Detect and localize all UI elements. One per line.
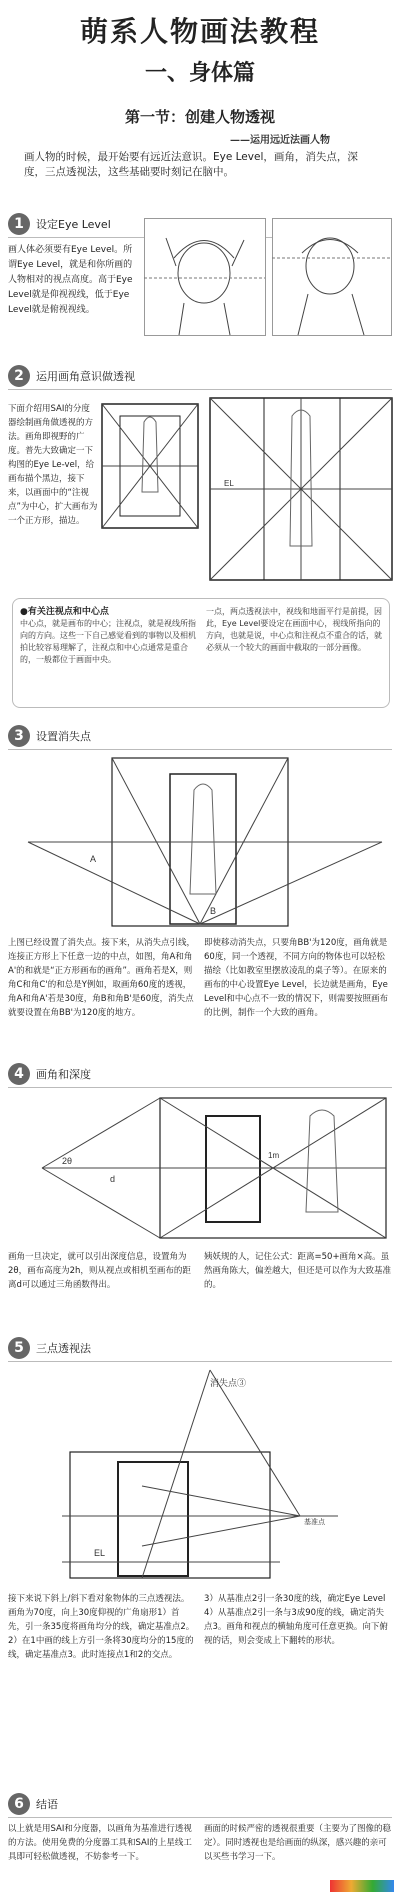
step-5-header bbox=[8, 1336, 91, 1360]
step-label: 三点透视法 bbox=[36, 1342, 91, 1355]
step-label: 画角和深度 bbox=[36, 1068, 91, 1081]
divider bbox=[8, 749, 392, 750]
step-4-left-text: 画角一旦决定，就可以引出深度信息，设置角为2θ，画布高度为2h，则从视点或相机至画布的距离d可以通过三角函数得出。 bbox=[8, 1252, 191, 1290]
step-6-right-text: 画面的时候严密的透视很重要（主要为了图像的稳定）。同时透视也是给画面的纵深，感兴趣的亲可以买些书学习一下。 bbox=[204, 1824, 392, 1862]
label-vanishing-point: 消失点③ bbox=[210, 1378, 247, 1388]
label-height: 1m bbox=[268, 1151, 280, 1160]
step-number: 5 bbox=[8, 1337, 30, 1359]
section-subtitle: ——运用远近法画人物 bbox=[230, 135, 330, 146]
divider bbox=[8, 389, 392, 390]
section-title: 第一节：创建人物透视 bbox=[124, 108, 275, 126]
note-right-text: 一点，两点透视法中，视线和地面平行是前提，因此，Eye Level要设定在画面中心，视线所指向的方向，也就是说，中心点和注视点不重合的话，就必须从一个较大的画面中截取的一部分画像。 bbox=[206, 607, 382, 652]
step-4-header bbox=[8, 1062, 91, 1086]
step-2-text: 下面介绍用SAI的分度器绘制画角做透视的方法。画角即视野的广度。普先大致确定一下构图的Eye Le-vel，给画布描个黑边，接下来，以画面中的“注视点”为中心，扩大画布为一个正方形，描边。 bbox=[8, 404, 98, 526]
label-el: EL bbox=[94, 1548, 106, 1558]
step-3-right-text: 即使移动消失点，只要角BB'为120度，画角就是60度，同一个透视，不同方向的物体也可以轻松描绘（比如教室里摆放凌乱的桌子等）。在原来的画布的中心设置Eye Level，长边就是画角，Eye Level和中心点不一致的情况下，则需要按照画布的比例，制作一个大致的画角。 bbox=[204, 938, 388, 1018]
label-2theta: 2θ bbox=[62, 1156, 73, 1166]
step-number: 2 bbox=[8, 365, 30, 387]
intro-text: 画人物的时候，最开始要有远近法意识。Eye Level，画角，消失点，深度，三点透视法，这些基础要时刻记在脑中。 bbox=[24, 151, 358, 178]
character-sketch-2 bbox=[272, 218, 392, 336]
label-angle-b: B bbox=[210, 906, 217, 916]
step-number: 4 bbox=[8, 1063, 30, 1085]
step-3-left-text: 上图已经设置了消失点。接下来，从消失点引线，连接正方形上下任意一边的中点，如图，角A和角A'的和就是“正方形画布的画角”。画角若是X，则角C和角C'的和总是Y例如，取画角60度的透视，角A和角A'若是30度，角B和角B'是60度，消失点就要设置在角BB'为120度的地方。 bbox=[8, 938, 196, 1018]
step-1-header bbox=[8, 212, 111, 236]
character-sketch-1 bbox=[144, 218, 266, 336]
divider bbox=[8, 1087, 392, 1088]
step-label: 结语 bbox=[36, 1798, 58, 1811]
step-label: 设置消失点 bbox=[36, 730, 91, 743]
page-title: 萌系人物画法教程 bbox=[79, 15, 320, 48]
label-base-point: 基准点 bbox=[304, 1519, 325, 1526]
note-left-text: 中心点，就是画布的中心；注视点，就是视线所指向的方向。这些一下自己感觉看到的事物以及相机拍比较容易理解了，注视点和中心点通常是重合的，一般都位于画面中央。 bbox=[20, 619, 196, 664]
step-6-left-text: 以上就是用SAI和分度器，以画角为基准进行透视的方法。使用免费的分度器工具和SAI的上星线工具即可轻松做透视，不妨参考一下。 bbox=[8, 1824, 192, 1862]
step-label: 设定Eye Level bbox=[36, 218, 111, 231]
label-el: EL bbox=[224, 479, 234, 488]
step-label: 运用画角意识做透视 bbox=[36, 370, 135, 383]
angle-depth-diagram bbox=[10, 1092, 390, 1242]
perspective-diagram-small bbox=[100, 402, 200, 530]
vanishing-point-diagram bbox=[10, 754, 390, 930]
three-point-perspective-diagram bbox=[60, 1366, 340, 1586]
step-3-header bbox=[8, 724, 91, 748]
watermark-logo bbox=[330, 1880, 394, 1892]
step-6-header bbox=[8, 1792, 58, 1816]
divider bbox=[8, 1817, 392, 1818]
step-5-right-text: 3）从基准点2引一条30度的线，确定Eye Level 4）从基准点2引一条与3成90度的线，确定消失点3。画角和视点的横轴角度可任意更换。向下俯视的话，则会变成上下翻转的形状。 bbox=[204, 1594, 388, 1646]
step-2-header bbox=[8, 364, 135, 388]
perspective-diagram-large bbox=[208, 396, 394, 582]
label-angle-a: A bbox=[90, 854, 97, 864]
step-4-right-text: 姨妖规的人，记住公式：距离=50+画角×高。虽然画角陈大，偏差越大，但还是可以作为大致基准的。 bbox=[204, 1252, 392, 1290]
label-d: d bbox=[110, 1174, 116, 1184]
divider bbox=[8, 1361, 392, 1362]
page-subtitle: 一、身体篇 bbox=[144, 61, 255, 86]
step-number: 6 bbox=[8, 1793, 30, 1815]
step-5-left-text: 接下来说下斜上/斜下看对象物体的三点透视法。画角为70度，向上30度仰视的广角扇形1）首先，引一条35度将画角均分的线，确定基准点2。2）在1中画的线上方引一条将30度均分的15度的线，确定基准点3。此时连接点1和2的交点。 bbox=[8, 1594, 195, 1660]
note-heading: ●有关注视点和中心点 bbox=[20, 607, 109, 617]
step-number: 1 bbox=[8, 213, 30, 235]
step-1-text: 画人体必须要有Eye Level。所谓Eye Level，就是和你所画的人物相对的视点高度。高于Eye Level就是仰视视线，低于Eye Level就是俯视视线。 bbox=[8, 245, 133, 315]
step-number: 3 bbox=[8, 725, 30, 747]
